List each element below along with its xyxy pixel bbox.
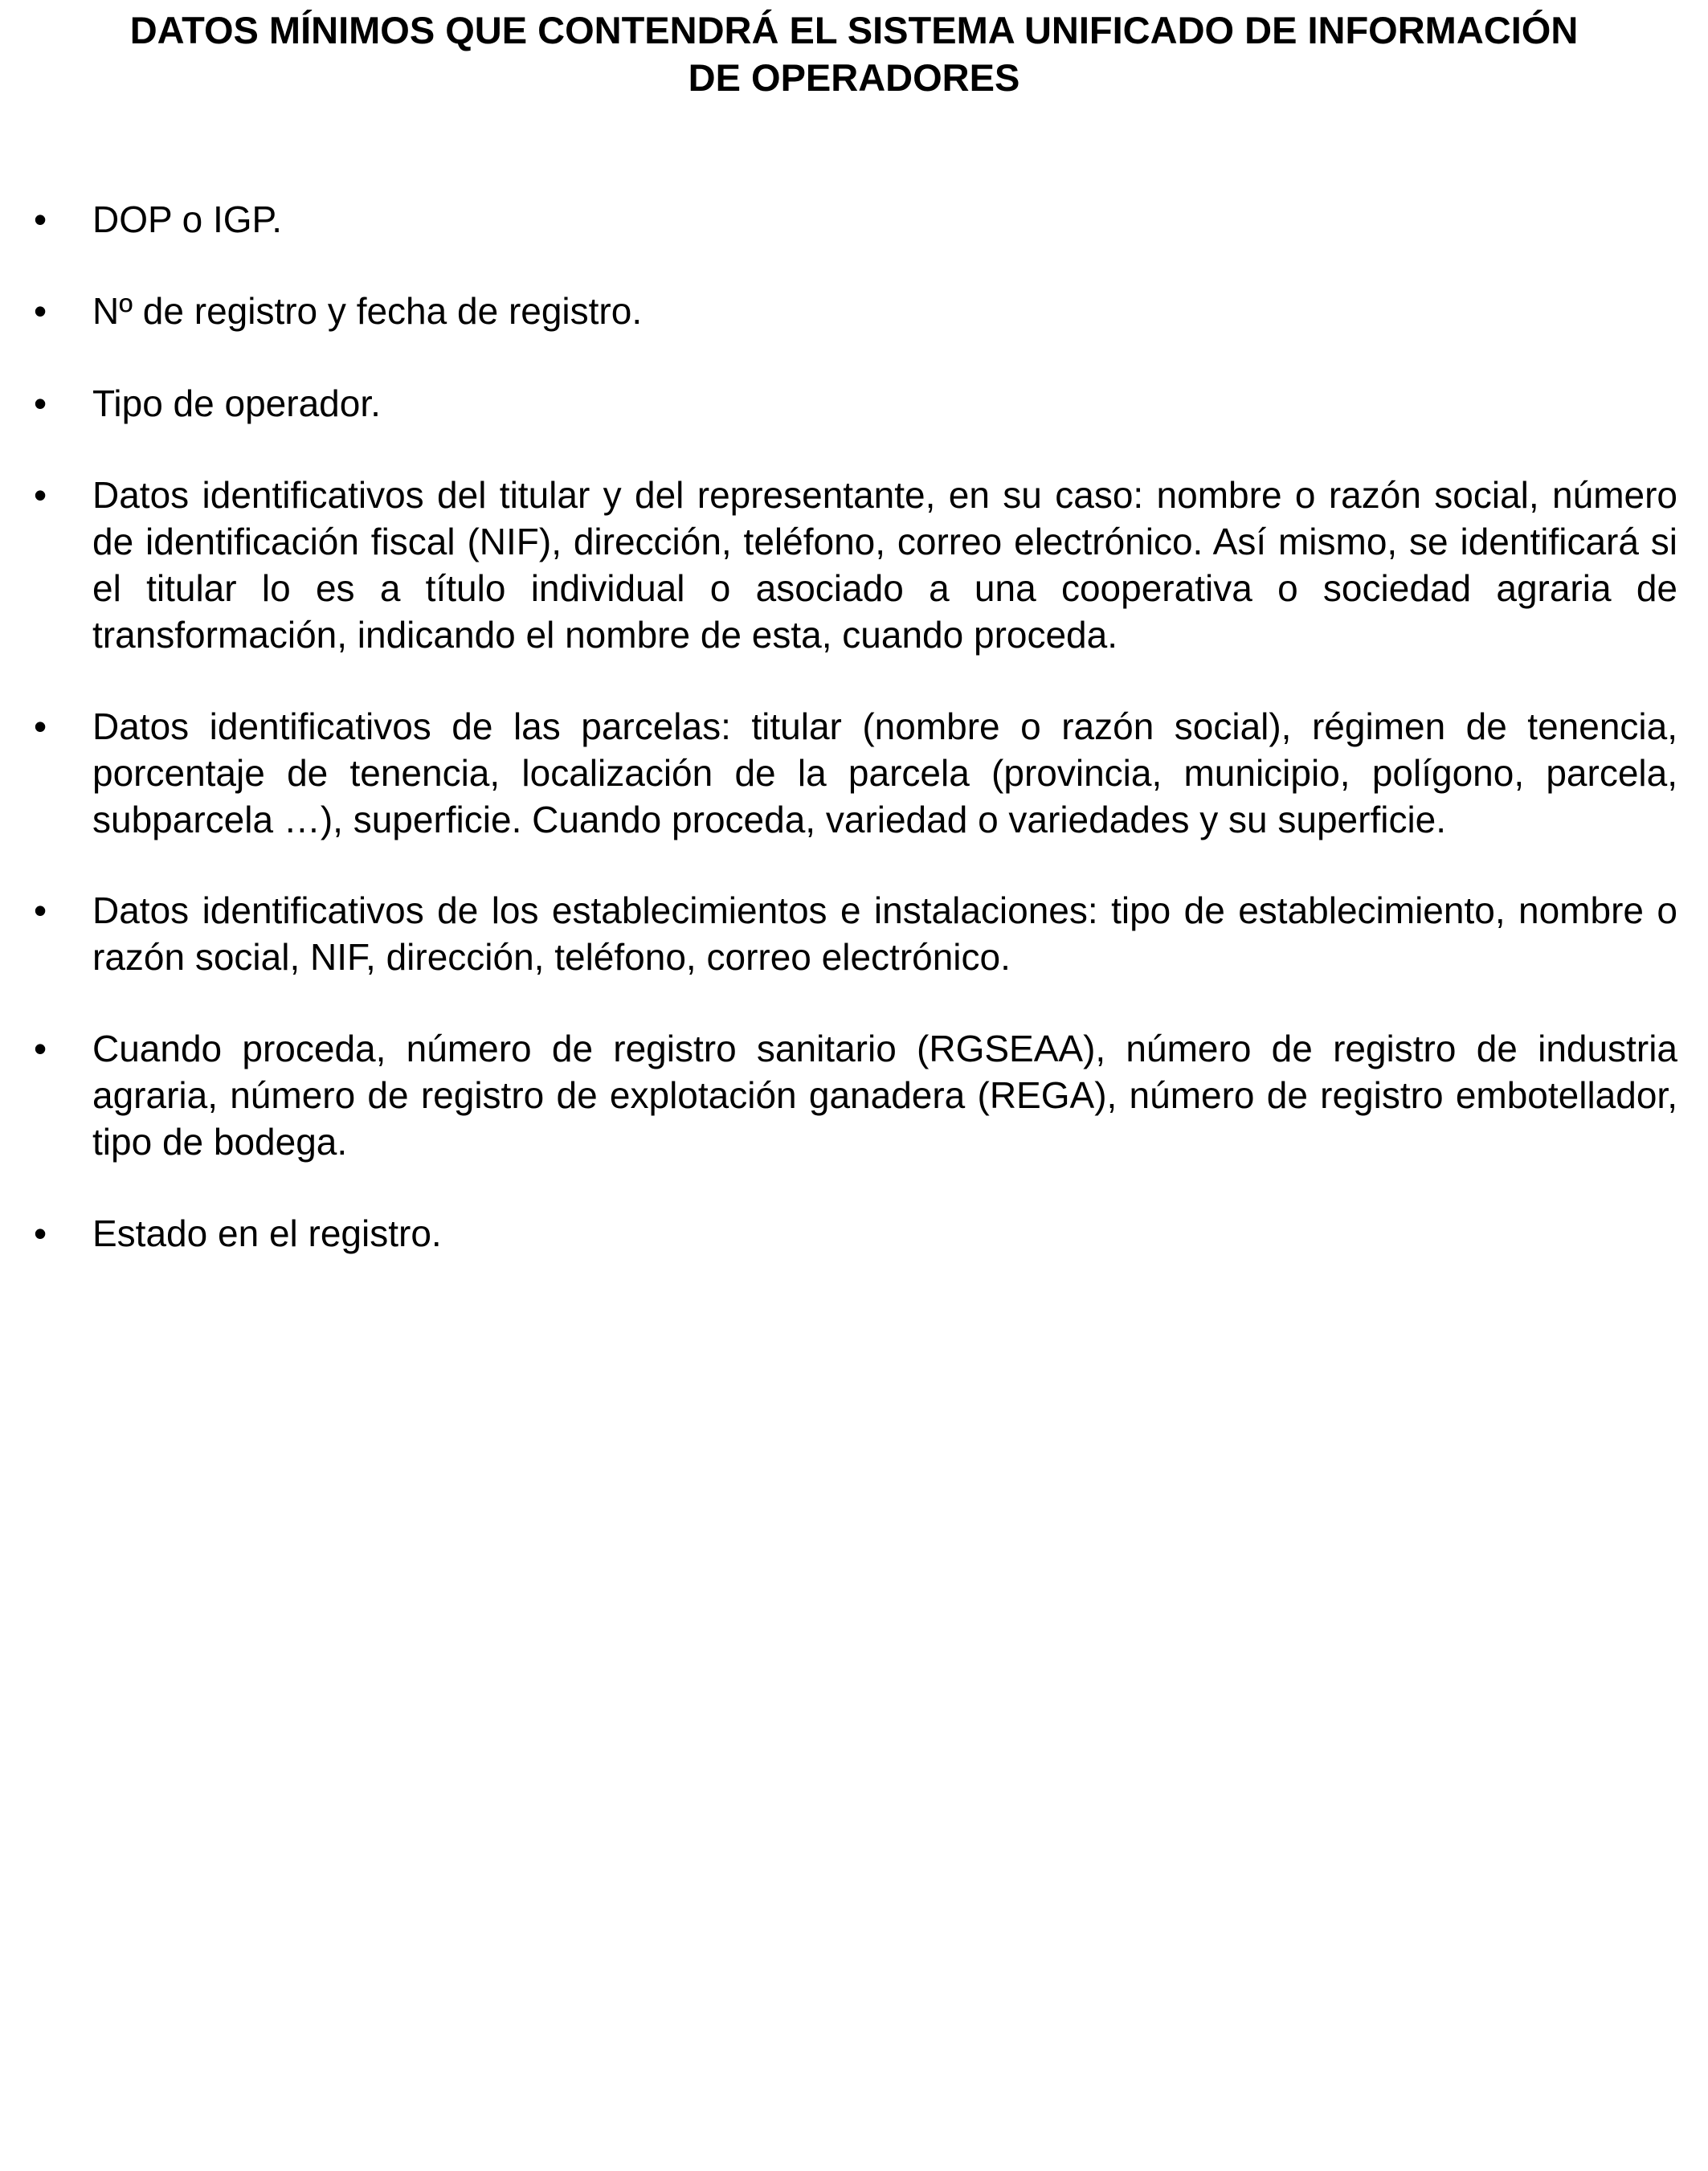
list-item-text: Estado en el registro. xyxy=(92,1212,442,1254)
bullet-icon: • xyxy=(34,382,47,424)
list-item-text: DOP o IGP. xyxy=(92,198,283,240)
bullet-icon: • xyxy=(34,290,47,332)
list-item-text: Datos identificativos de los establecimientos e instalaciones: tipo de establecimiento, nombre o razón social, NIF, dirección, teléfono, correo electrónico. xyxy=(92,889,1677,978)
list-item-text: Tipo de operador. xyxy=(92,382,381,424)
bullet-icon: • xyxy=(34,705,47,747)
bullet-icon: • xyxy=(34,474,47,516)
bullet-icon: • xyxy=(34,198,47,240)
list-item-text: Datos identificativos del titular y del representante, en su caso: nombre o razón social, número de identificación fiscal (NIF), dirección, teléfono, correo electrónico. Así mismo, se identificará si el titular lo es a título individual o asociado a una cooperativa o sociedad agraria de transformación, indicando el nombre de esta, cuando proceda. xyxy=(92,474,1677,656)
bullet-icon: • xyxy=(34,889,47,931)
list-item-text: Datos identificativos de las parcelas: titular (nombre o razón social), régimen de tenencia, porcentaje de tenencia, localización de la parcela (provincia, municipio, polígono, parcela, subparcela …), superficie. Cuando proceda, variedad o variedades y su superficie. xyxy=(92,705,1677,840)
document-title xyxy=(48,6,1660,101)
title-line-2: DE OPERADORES xyxy=(688,56,1020,99)
bullet-icon: • xyxy=(34,1028,47,1069)
title-line-1: DATOS MÍNIMOS QUE CONTENDRÁ EL SISTEMA UNIFICADO DE INFORMACIÓN xyxy=(129,9,1579,51)
bullet-icon: • xyxy=(34,1212,47,1254)
list-item-text: Nº de registro y fecha de registro. xyxy=(92,290,643,332)
list-item-text: Cuando proceda, número de registro sanitario (RGSEAA), número de registro de industria agraria, número de registro de explotación ganadera (REGA), número de registro embotellador, tipo de bodega. xyxy=(92,1028,1677,1163)
